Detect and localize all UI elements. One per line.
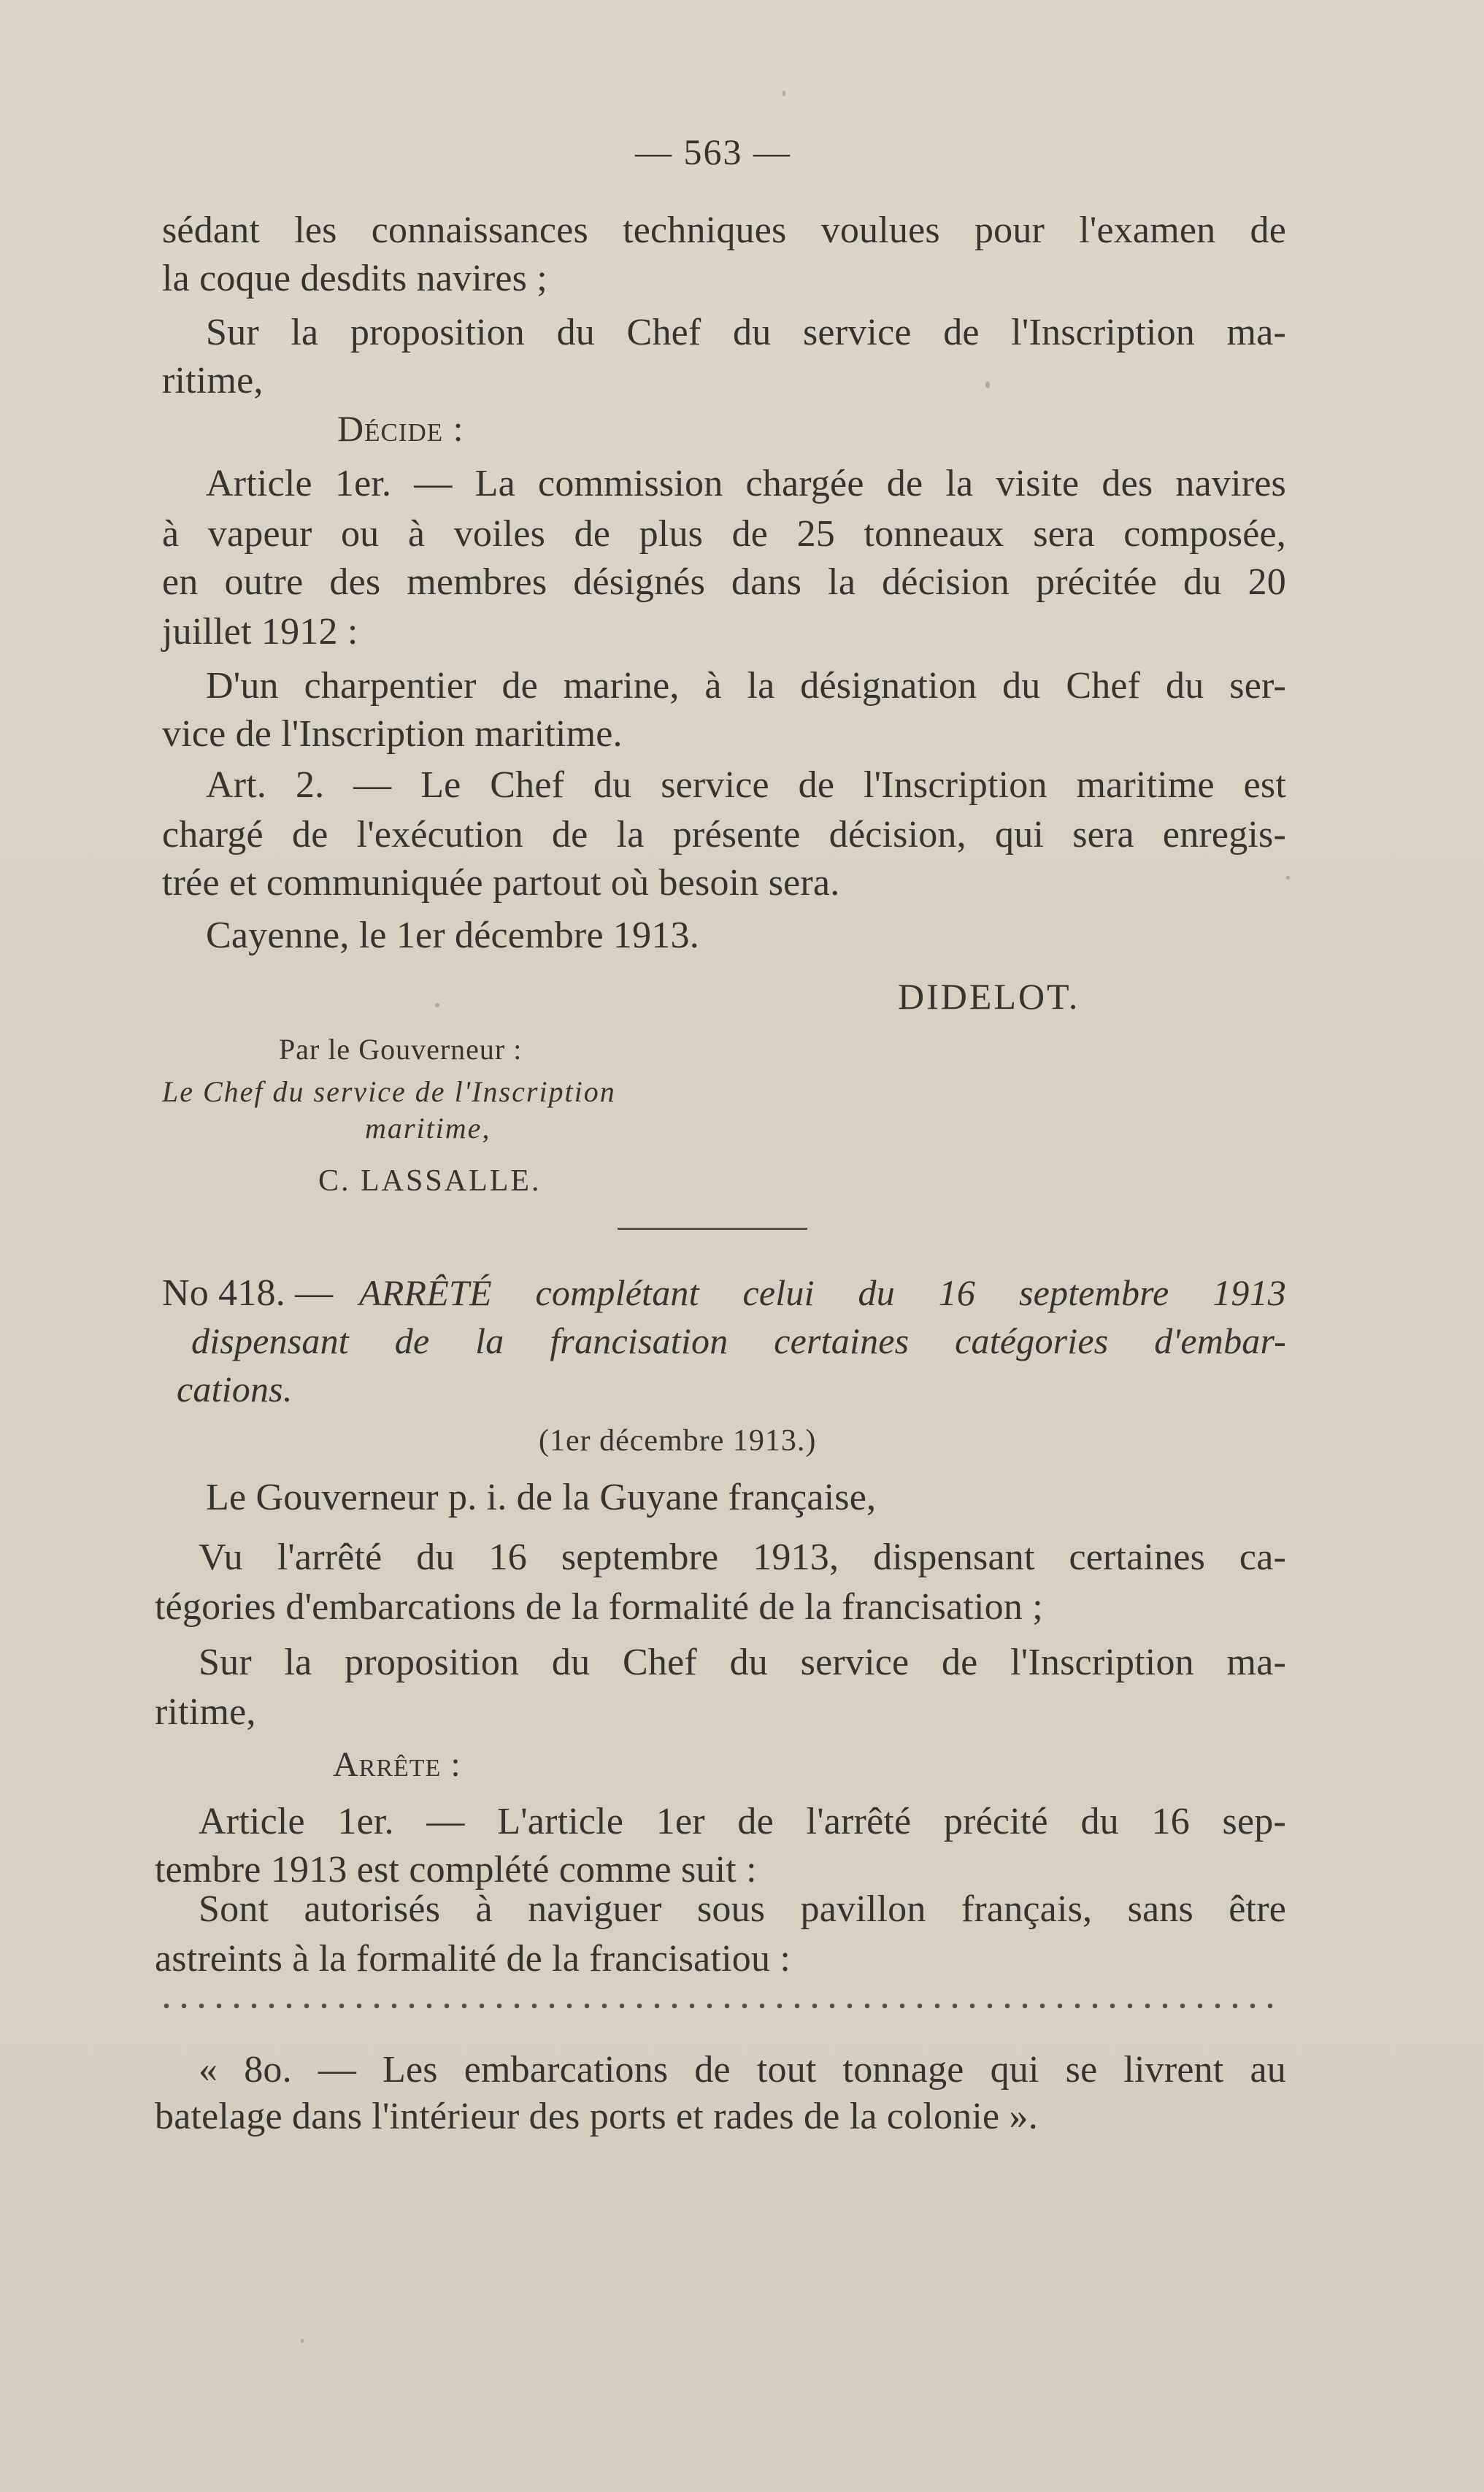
paper-speck	[1286, 876, 1290, 880]
decree-title-line: ARRÊTÉ complétant celui du 16 septembre 1913	[359, 1272, 1286, 1313]
signature-didelot: DIDELOT.	[898, 976, 1080, 1017]
article-line: Sont autorisés à naviguer sous pavillon français, sans être	[199, 1888, 1286, 1930]
paragraph-line: Sur la proposition du Chef du service de l'Inscription ma-	[206, 312, 1286, 353]
sur-line: ritime,	[155, 1691, 256, 1733]
article-line: Art. 2. — Le Chef du service de l'Inscription maritime est	[206, 764, 1286, 806]
article-line: D'un charpentier de marine, à la désignation du Chef du ser-	[206, 665, 1286, 707]
paper-speck	[985, 381, 990, 388]
article-line: astreints à la formalité de la francisatiou :	[155, 1938, 791, 1980]
arrete-heading: Arrête :	[333, 1745, 461, 1784]
decide-heading: Décide :	[337, 408, 464, 449]
article-line: à vapeur ou à voiles de plus de 25 tonneaux sera composée,	[162, 513, 1286, 555]
article-line: trée et communiquée partout où besoin sera.	[162, 862, 840, 904]
article-line: tembre 1913 est complété comme suit :	[155, 1849, 757, 1891]
par-le-gouverneur: Par le Gouverneur :	[279, 1033, 523, 1066]
article-line: vice de l'Inscription maritime.	[162, 713, 623, 755]
quote-line: batelage dans l'intérieur des ports et rades de la colonie ».	[155, 2096, 1038, 2137]
page-number: — 563 —	[635, 131, 791, 172]
governor-intro: Le Gouverneur p. i. de la Guyane française,	[206, 1477, 877, 1518]
sur-line: Sur la proposition du Chef du service de l'Inscription ma-	[199, 1642, 1286, 1683]
ellipsis-dotted-line	[158, 2001, 1282, 2010]
chef-title-line: maritime,	[365, 1112, 491, 1145]
paragraph-line: sédant les connaissances techniques voulues pour l'examen de	[162, 209, 1286, 251]
paragraph-line: ritime,	[162, 360, 264, 401]
section-divider	[618, 1228, 807, 1230]
vu-line: Vu l'arrêté du 16 septembre 1913, dispensant certaines ca-	[199, 1537, 1286, 1578]
article-line: en outre des membres désignés dans la décision précitée du 20	[162, 561, 1286, 603]
decree-date: (1er décembre 1913.)	[539, 1424, 817, 1458]
decree-title-line: cations.	[177, 1369, 293, 1410]
paper-speck	[435, 1003, 439, 1007]
vu-line: tégories d'embarcations de la formalité de la francisation ;	[155, 1586, 1043, 1628]
decree-title-line: dispensant de la francisation certaines catégories d'embar-	[191, 1320, 1286, 1361]
place-date: Cayenne, le 1er décembre 1913.	[206, 915, 699, 956]
paper-speck	[301, 2339, 304, 2343]
decree-number: No 418. —	[162, 1272, 334, 1314]
paper-speck	[783, 91, 785, 96]
chef-title-line: Le Chef du service de l'Inscription	[162, 1075, 616, 1108]
article-line: chargé de l'exécution de la présente décision, qui sera enregis-	[162, 814, 1286, 855]
quote-line: « 8o. — Les embarcations de tout tonnage qui se livrent au	[199, 2049, 1286, 2091]
article-line: Article 1er. — La commission chargée de la visite des navires	[206, 463, 1286, 504]
article-line: Article 1er. — L'article 1er de l'arrêté précité du 16 sep-	[199, 1801, 1286, 1842]
signature-lassalle: C. LASSALLE.	[318, 1164, 542, 1198]
paragraph-line: la coque desdits navires ;	[162, 258, 547, 299]
article-line: juillet 1912 :	[162, 611, 358, 653]
